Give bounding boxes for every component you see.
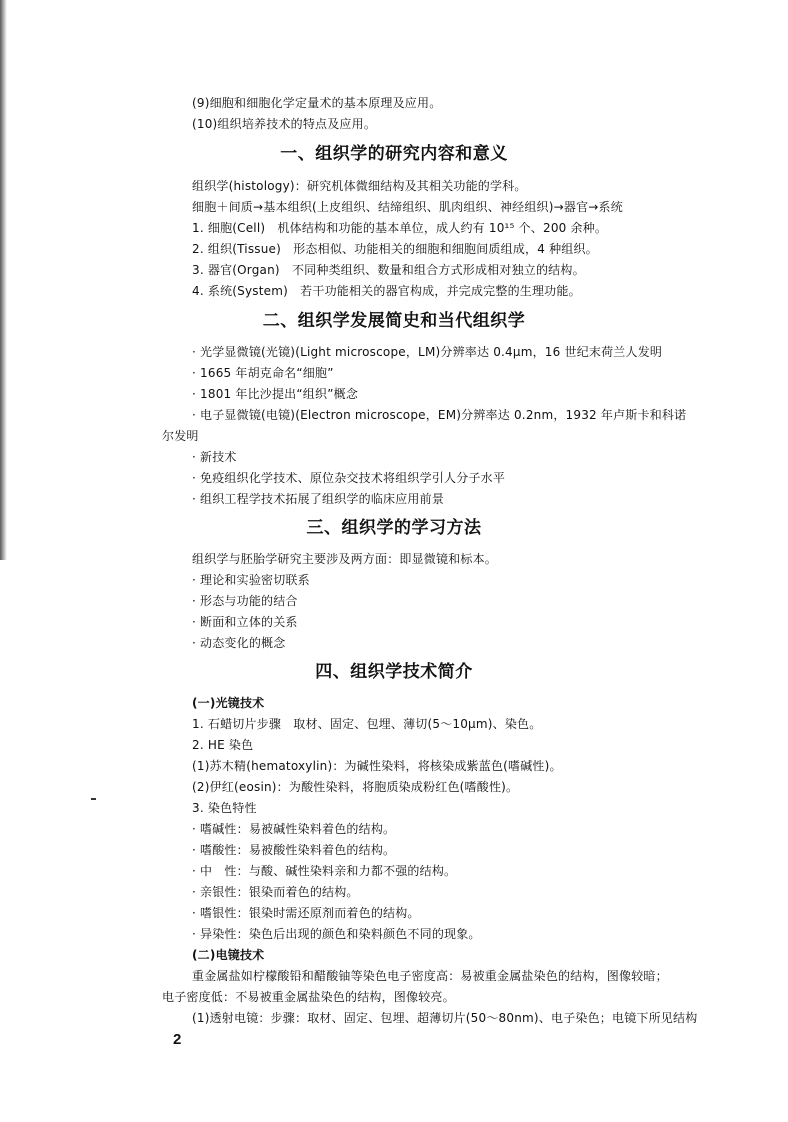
section-heading-2: 二、组织学发展简史和当代组织学: [262, 311, 526, 331]
text-line: 1. 细胞(Cell) 机体结构和功能的基本单位，成人约有 10¹⁵ 个、200 余种。: [192, 221, 608, 235]
text-line: 1. 石蜡切片步骤 取材、固定、包埋、薄切(5～10μm)、染色。: [192, 717, 542, 731]
text-line: (2)伊红(eosin)：为酸性染料，将胞质染成粉红色(嗜酸性)。: [192, 780, 519, 794]
text-line: · 组织工程学技术拓展了组织学的临床应用前景: [192, 492, 445, 506]
text-line: (1)透射电镜：步骤：取材、固定、包埋、超薄切片(50～80nm)、电子染色；电镜下所见结构: [192, 1011, 698, 1025]
text-line: · 断面和立体的关系: [192, 615, 298, 629]
text-line: · 形态与功能的结合: [192, 594, 298, 608]
section-heading-4: 四、组织学技术简介: [315, 662, 473, 682]
text-line: 2. 组织(Tissue) 形态相似、功能相关的细胞和细胞间质组成，4 种组织。: [192, 242, 598, 256]
text-line: · 嗜银性：银染时需还原剂而着色的结构。: [192, 906, 420, 920]
text-line: 3. 器官(Organ) 不同种类组织、数量和组合方式形成相对独立的结构。: [192, 263, 585, 277]
text-line: · 嗜碱性：易被碱性染料着色的结构。: [192, 822, 396, 836]
text-line: 尔发明: [162, 429, 199, 443]
text-line: · 嗜酸性：易被酸性染料着色的结构。: [192, 843, 396, 857]
text-line: · 光学显微镜(光镜)(Light microscope，LM)分辨率达 0.4μm，16 世纪末荷兰人发明: [192, 345, 663, 359]
text-line: · 1665 年胡克命名“细胞”: [192, 366, 334, 380]
text-line: · 中 性：与酸、碱性染料亲和力都不强的结构。: [192, 864, 457, 878]
scan-speck: [91, 798, 96, 800]
text-line: · 免疫组织化学技术、原位杂交技术将组织学引人分子水平: [192, 471, 506, 485]
text-line: · 亲银性：银染而着色的结构。: [192, 885, 359, 899]
text-line: 2. HE 染色: [192, 738, 254, 752]
text-line: 组织学与胚胎学研究主要涉及两方面：即显微镜和标本。: [192, 552, 498, 566]
text-line: · 新技术: [192, 450, 237, 464]
text-line: · 动态变化的概念: [192, 636, 286, 650]
text-line: (1)苏木精(hematoxylin)：为碱性染料，将核染成紫蓝色(嗜碱性)。: [192, 759, 562, 773]
intro-item: (10)组织培养技术的特点及应用。: [192, 117, 377, 131]
text-line: 重金属盐如柠檬酸铅和醋酸铀等染色电子密度高：易被重金属盐染色的结构，图像较暗；: [192, 969, 668, 983]
text-line: 电子密度低：不易被重金属盐染色的结构，图像较亮。: [162, 990, 455, 1004]
text-line: 细胞＋间质→基本组织(上皮组织、结缔组织、肌肉组织、神经组织)→器官→系统: [192, 200, 623, 214]
text-line: 3. 染色特性: [192, 801, 257, 815]
subheading-light-microscopy: (一)光镜技术: [192, 696, 265, 710]
section-heading-1: 一、组织学的研究内容和意义: [280, 144, 508, 164]
text-line: 4. 系统(System) 若干功能相关的器官构成，并完成完整的生理功能。: [192, 284, 581, 298]
text-line: · 异染性：染色后出现的颜色和染料颜色不同的现象。: [192, 927, 481, 941]
text-line: · 理论和实验密切联系: [192, 573, 310, 587]
intro-item: (9)细胞和细胞化学定量术的基本原理及应用。: [192, 96, 442, 110]
section-heading-3: 三、组织学的学习方法: [306, 518, 482, 538]
text-line: 组织学(histology)：研究机体微细结构及其相关功能的学科。: [192, 179, 527, 193]
text-line: · 1801 年比沙提出“组织”概念: [192, 387, 359, 401]
page-number: 2: [173, 1031, 182, 1048]
text-line: · 电子显微镜(电镜)(Electron microscope，EM)分辨率达 0.2nm，1932 年卢斯卡和科诺: [192, 408, 687, 422]
subheading-electron-microscopy: (二)电镜技术: [192, 948, 265, 962]
